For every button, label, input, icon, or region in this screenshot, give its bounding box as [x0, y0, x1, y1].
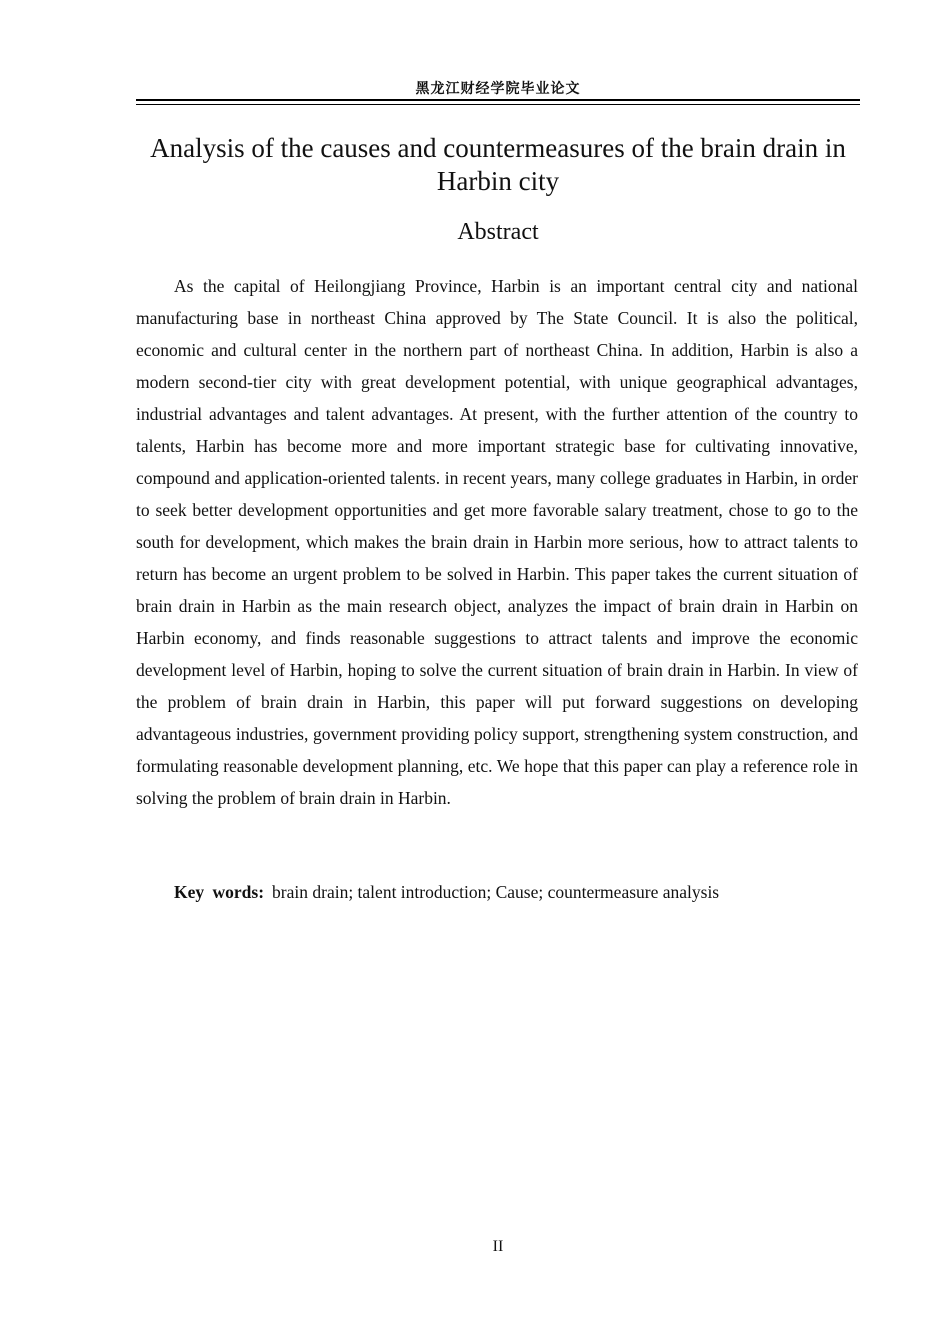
keywords-line: [174, 878, 719, 906]
header-rule-thin: [136, 104, 860, 105]
abstract-heading: Abstract: [457, 219, 539, 245]
abstract-body: As the capital of Heilongjiang Province, Harbin is an important central city and national manufacturing base in northeast China approved by The State Council. It is also the political, economic and cultural center in the northern part of northeast China. In addition, Harbin is also a modern second-tier city with great development potential, with unique geographical advantages, industrial advantages and talent advantages. At present, with the further attention of the country to talents, Harbin has become more and more important strategic base for cultivating innovative, compound and application-oriented talents. in recent years, many college graduates in Harbin, in order to seek better development opportunities and get more favorable salary treatment, chose to go to the south for development, which makes the brain drain in Harbin more serious, how to attract talents to return has become an urgent problem to be solved in Harbin. This paper takes the current situation of brain drain in Harbin as the main research object, analyzes the impact of brain drain in Harbin on Harbin economy, and finds reasonable suggestions to attract talents and improve the economic development level of Harbin, hoping to solve the current situation of brain drain in Harbin. In view of the problem of brain drain in Harbin, this paper will put forward suggestions on developing advantageous industries, government providing policy support, strengthening system construction, and formulating reasonable development planning, etc. We hope that this paper can play a reference role in solving the problem of brain drain in Harbin.: [136, 276, 858, 808]
header-rule-thick: [136, 99, 860, 101]
paper-title: Analysis of the causes and countermeasures of the brain drain in Harbin city: [150, 133, 846, 196]
running-header: 黑龙江财经学院毕业论文: [415, 81, 581, 97]
keywords-label: Key words:: [174, 882, 265, 902]
page-number: II: [492, 1238, 504, 1255]
keywords-text: brain drain; talent introduction; Cause; countermeasure analysis: [272, 882, 720, 902]
